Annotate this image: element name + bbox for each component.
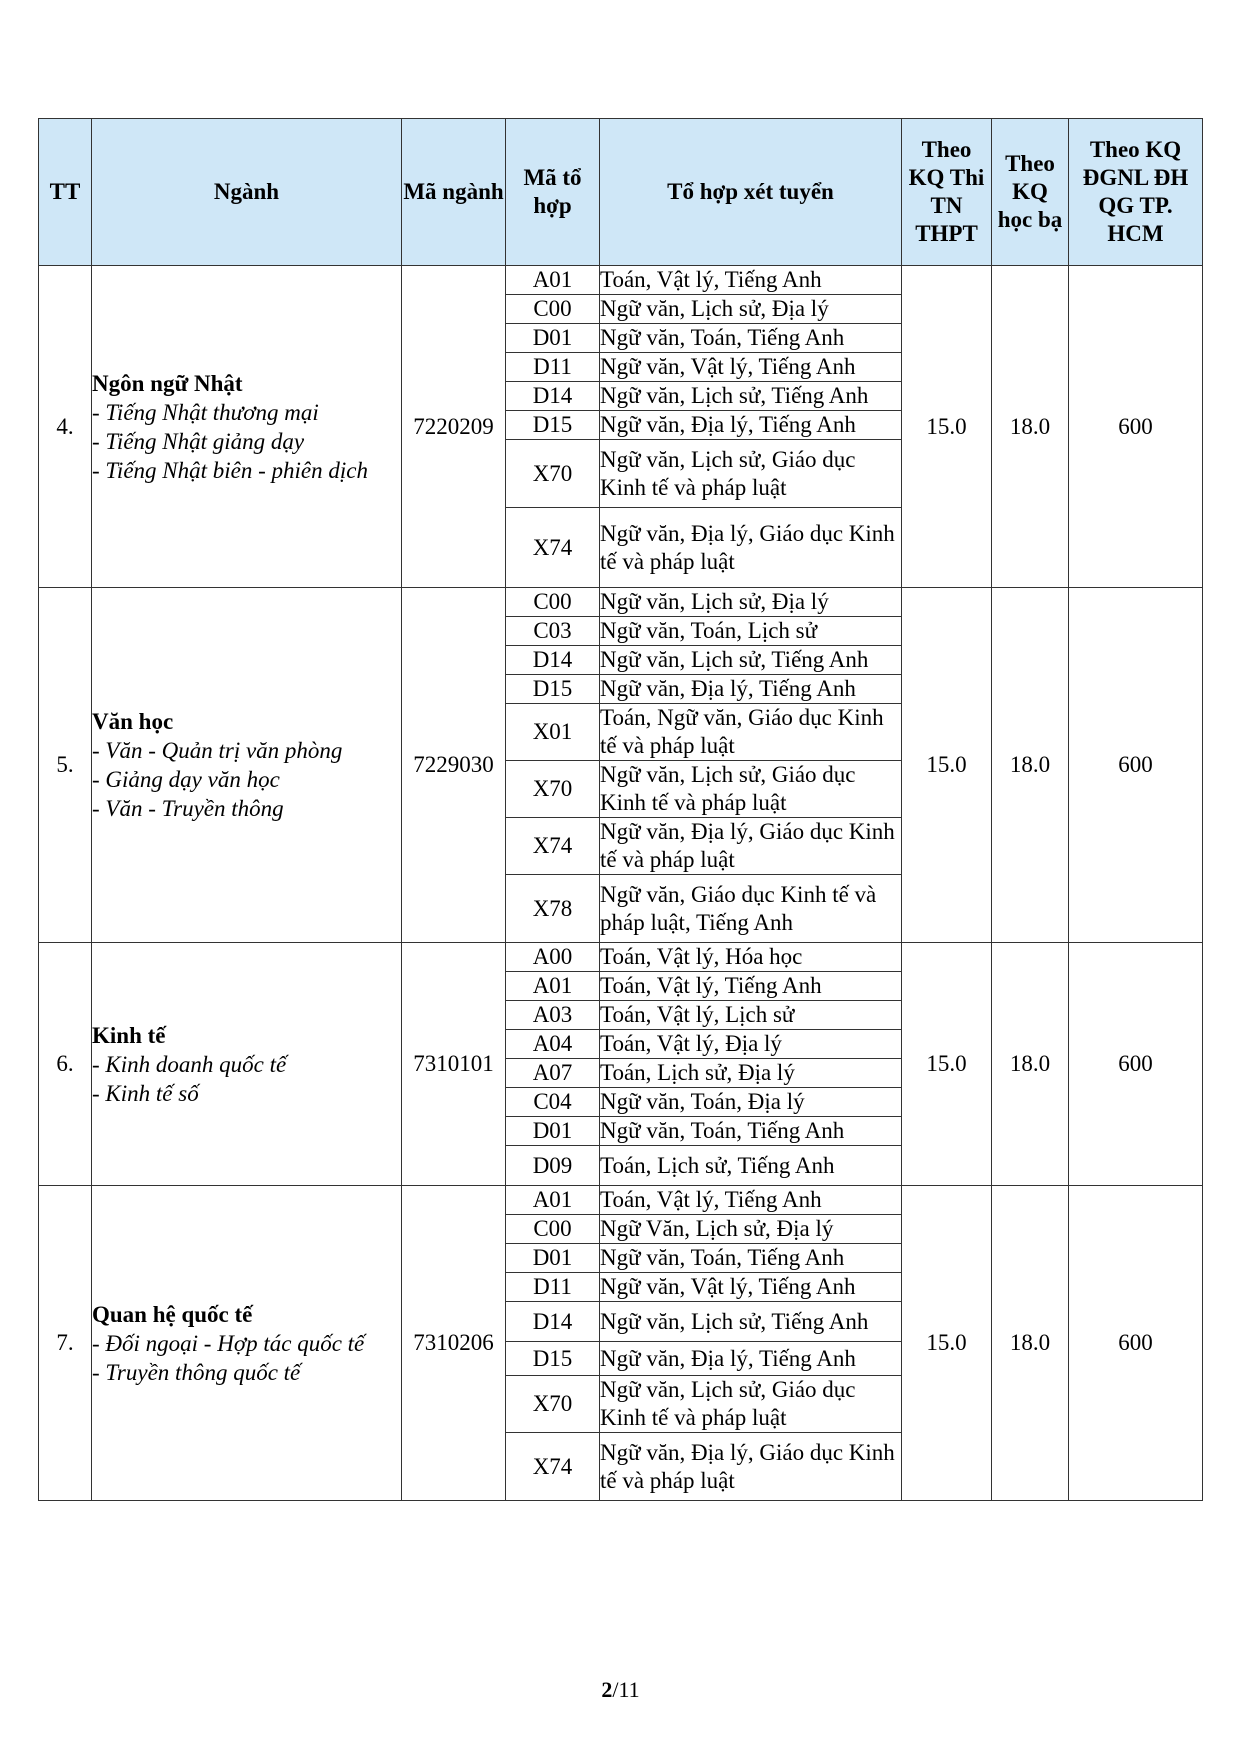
major-title: Văn học (92, 709, 174, 734)
major-title: Kinh tế (92, 1022, 166, 1048)
major-specialization: - Đối ngoại - Hợp tác quốc tế (92, 1330, 365, 1356)
combo-subjects: Toán, Vật lý, Địa lý (600, 1030, 902, 1059)
combo-code: X70 (506, 440, 600, 508)
combo-subjects: Toán, Vật lý, Tiếng Anh (600, 266, 902, 295)
combo-code: X74 (506, 818, 600, 875)
combo-code: D14 (506, 1302, 600, 1342)
combo-code: X70 (506, 761, 600, 818)
combo-subjects: Ngữ văn, Lịch sử, Địa lý (600, 588, 902, 617)
major-code: 7310206 (402, 1186, 506, 1501)
combo-subjects: Ngữ văn, Địa lý, Tiếng Anh (600, 1342, 902, 1376)
major-specialization: - Tiếng Nhật giảng dạy (92, 428, 305, 454)
combo-code: A04 (506, 1030, 600, 1059)
row-number: 4. (39, 266, 92, 588)
header-hoc-ba: Theo KQ học bạ (992, 119, 1069, 266)
major-specialization: - Văn - Truyền thông (92, 796, 284, 821)
combo-code: D01 (506, 1117, 600, 1146)
combo-subjects: Toán, Vật lý, Tiếng Anh (600, 1186, 902, 1215)
admissions-table (38, 118, 1203, 1501)
combo-subjects: Ngữ văn, Toán, Tiếng Anh (600, 324, 902, 353)
combo-subjects: Toán, Vật lý, Hóa học (600, 943, 902, 972)
major-specialization: - Giảng dạy văn học (92, 767, 280, 792)
combo-code: D14 (506, 646, 600, 675)
major-code: 7310101 (402, 943, 506, 1186)
score-dgnl: 600 (1069, 1186, 1203, 1501)
header-dgnl: Theo KQ ĐGNL ĐH QG TP. HCM (1069, 119, 1203, 266)
table-row (39, 943, 1203, 972)
header-nganh: Ngành (92, 119, 402, 266)
score-hoc-ba: 18.0 (992, 943, 1069, 1186)
major-specialization: - Tiếng Nhật thương mại (92, 399, 319, 425)
major-specialization: - Kinh tế số (92, 1080, 199, 1106)
major-specialization: - Truyền thông quốc tế (92, 1359, 301, 1385)
major-specialization: - Văn - Quản trị văn phòng (92, 738, 343, 763)
table-row (39, 588, 1203, 617)
combo-code: A01 (506, 266, 600, 295)
combo-subjects: Ngữ văn, Lịch sử, Địa lý (600, 295, 902, 324)
combo-subjects: Ngữ văn, Địa lý, Giáo dục Kinh tế và pháp luật (600, 508, 902, 588)
major-cell (92, 588, 402, 943)
major-cell (92, 1186, 402, 1501)
score-hoc-ba: 18.0 (992, 588, 1069, 943)
combo-subjects: Ngữ văn, Lịch sử, Giáo dục Kinh tế và pháp luật (600, 1376, 902, 1433)
combo-code: A07 (506, 1059, 600, 1088)
combo-code: A01 (506, 972, 600, 1001)
combo-subjects: Ngữ văn, Vật lý, Tiếng Anh (600, 1273, 902, 1302)
combo-code: A00 (506, 943, 600, 972)
major-code: 7229030 (402, 588, 506, 943)
combo-subjects: Ngữ văn, Lịch sử, Giáo dục Kinh tế và pháp luật (600, 440, 902, 508)
header-ma-to-hop: Mã tổ hợp (506, 119, 600, 266)
table-row (39, 1186, 1203, 1215)
major-code: 7220209 (402, 266, 506, 588)
combo-code: C00 (506, 295, 600, 324)
combo-code: D01 (506, 324, 600, 353)
combo-subjects: Ngữ văn, Toán, Địa lý (600, 1088, 902, 1117)
header-to-hop: Tổ hợp xét tuyển (600, 119, 902, 266)
combo-code: D15 (506, 675, 600, 704)
major-cell (92, 266, 402, 588)
combo-code: X70 (506, 1376, 600, 1433)
combo-code: D14 (506, 382, 600, 411)
page-current: 2 (601, 1677, 613, 1702)
combo-subjects: Toán, Vật lý, Tiếng Anh (600, 972, 902, 1001)
combo-subjects: Toán, Lịch sử, Tiếng Anh (600, 1146, 902, 1186)
combo-subjects: Toán, Ngữ văn, Giáo dục Kinh tế và pháp luật (600, 704, 902, 761)
table-body (39, 266, 1203, 1501)
combo-code: X74 (506, 508, 600, 588)
header-thpt: Theo KQ Thi TN THPT (902, 119, 992, 266)
combo-subjects: Ngữ văn, Giáo dục Kinh tế và pháp luật, Tiếng Anh (600, 875, 902, 943)
score-thpt: 15.0 (902, 266, 992, 588)
combo-subjects: Toán, Vật lý, Lịch sử (600, 1001, 902, 1030)
major-specialization: - Kinh doanh quốc tế (92, 1051, 287, 1077)
row-number: 7. (39, 1186, 92, 1501)
combo-code: D01 (506, 1244, 600, 1273)
row-number: 5. (39, 588, 92, 943)
major-cell (92, 943, 402, 1186)
major-title: Quan hệ quốc tế (92, 1301, 253, 1327)
combo-code: C04 (506, 1088, 600, 1117)
combo-subjects: Ngữ văn, Địa lý, Tiếng Anh (600, 411, 902, 440)
combo-code: A01 (506, 1186, 600, 1215)
table-row (39, 266, 1203, 295)
combo-subjects: Ngữ văn, Địa lý, Giáo dục Kinh tế và pháp luật (600, 818, 902, 875)
combo-subjects: Ngữ văn, Lịch sử, Giáo dục Kinh tế và pháp luật (600, 761, 902, 818)
header-row (39, 119, 1203, 266)
major-specialization: - Tiếng Nhật biên - phiên dịch (92, 457, 368, 483)
score-dgnl: 600 (1069, 266, 1203, 588)
major-title: Ngôn ngữ Nhật (92, 370, 243, 396)
combo-subjects: Ngữ văn, Lịch sử, Tiếng Anh (600, 646, 902, 675)
combo-subjects: Ngữ văn, Toán, Tiếng Anh (600, 1117, 902, 1146)
combo-code: D11 (506, 1273, 600, 1302)
combo-code: D15 (506, 1342, 600, 1376)
score-dgnl: 600 (1069, 943, 1203, 1186)
combo-code: C03 (506, 617, 600, 646)
combo-code: X74 (506, 1433, 600, 1501)
combo-subjects: Ngữ văn, Lịch sử, Tiếng Anh (600, 382, 902, 411)
page-total: /11 (612, 1677, 640, 1702)
header-tt: TT (39, 119, 92, 266)
combo-subjects: Toán, Lịch sử, Địa lý (600, 1059, 902, 1088)
row-number: 6. (39, 943, 92, 1186)
combo-code: C00 (506, 1215, 600, 1244)
score-hoc-ba: 18.0 (992, 266, 1069, 588)
combo-code: X78 (506, 875, 600, 943)
combo-subjects: Ngữ văn, Lịch sử, Tiếng Anh (600, 1302, 902, 1342)
score-thpt: 15.0 (902, 943, 992, 1186)
combo-code: D11 (506, 353, 600, 382)
combo-code: D15 (506, 411, 600, 440)
combo-subjects: Ngữ văn, Toán, Tiếng Anh (600, 1244, 902, 1273)
combo-code: A03 (506, 1001, 600, 1030)
combo-code: C00 (506, 588, 600, 617)
score-dgnl: 600 (1069, 588, 1203, 943)
combo-code: X01 (506, 704, 600, 761)
combo-subjects: Ngữ văn, Địa lý, Tiếng Anh (600, 675, 902, 704)
score-thpt: 15.0 (902, 1186, 992, 1501)
combo-code: D09 (506, 1146, 600, 1186)
combo-subjects: Ngữ văn, Địa lý, Giáo dục Kinh tế và pháp luật (600, 1433, 902, 1501)
combo-subjects: Ngữ văn, Vật lý, Tiếng Anh (600, 353, 902, 382)
combo-subjects: Ngữ Văn, Lịch sử, Địa lý (600, 1215, 902, 1244)
combo-subjects: Ngữ văn, Toán, Lịch sử (600, 617, 902, 646)
header-ma-nganh: Mã ngành (402, 119, 506, 266)
page-number (0, 1677, 1241, 1703)
score-hoc-ba: 18.0 (992, 1186, 1069, 1501)
score-thpt: 15.0 (902, 588, 992, 943)
